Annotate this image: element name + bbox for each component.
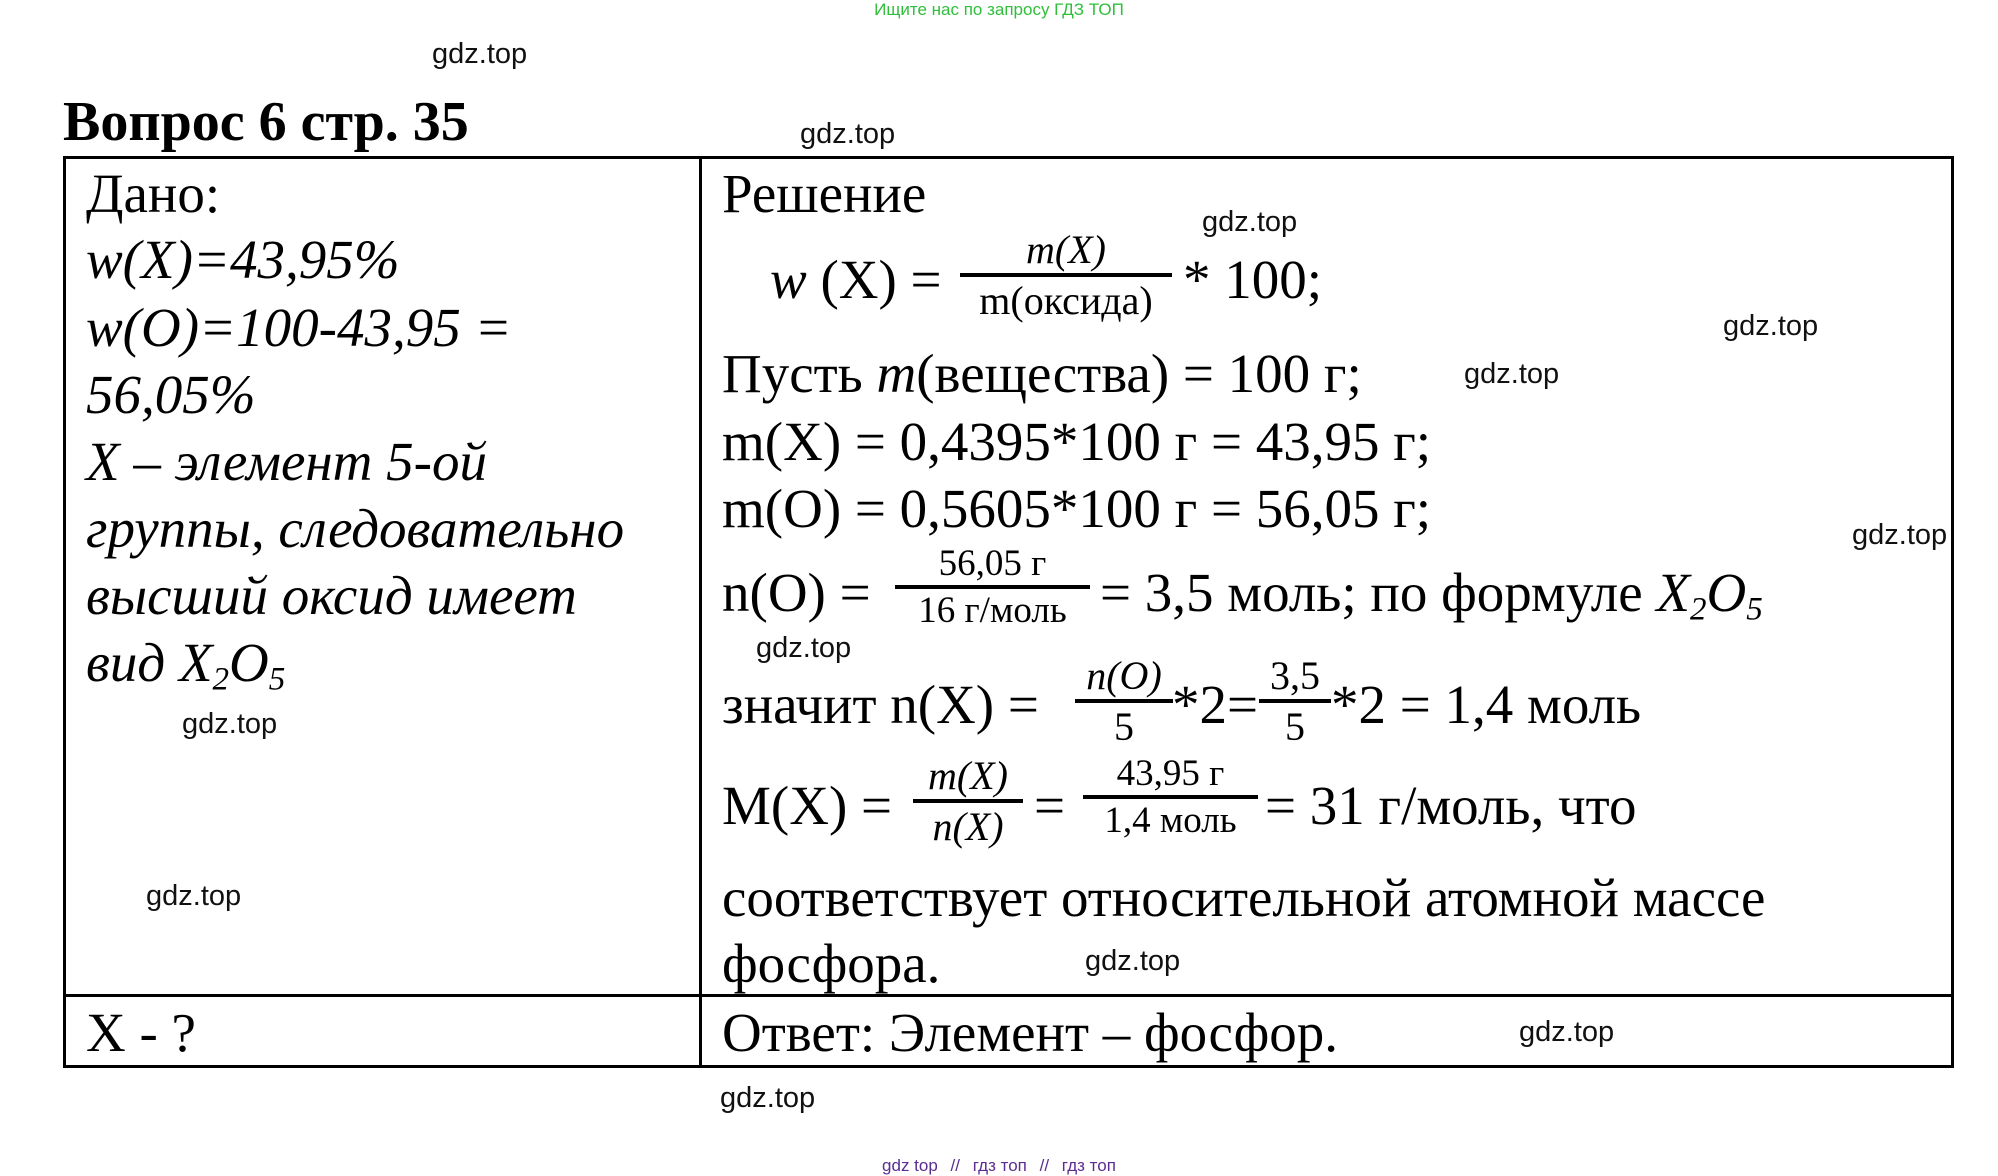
- given-element-group: X – элемент 5-ой: [86, 431, 487, 492]
- molar-mass-rhs: = 31 г/моль, что: [1265, 775, 1637, 836]
- molar-mass-lhs: M(X) =: [722, 775, 893, 836]
- given-oxide-formula: [86, 632, 286, 698]
- fraction-denominator: 1,4 моль: [1104, 800, 1237, 841]
- given-heading: Дано:: [86, 163, 221, 224]
- fraction-denominator: 16 г/моль: [918, 590, 1067, 631]
- footer-link[interactable]: гдз топ: [972, 1156, 1027, 1175]
- subscript: 2: [212, 661, 230, 698]
- table-top-border: [63, 156, 1954, 159]
- watermark: gdz.top: [1519, 1016, 1615, 1048]
- subscript: 2: [1690, 591, 1707, 628]
- watermark: gdz.top: [182, 708, 278, 740]
- table-column-divider: [699, 156, 702, 1068]
- watermark: gdz.top: [1202, 206, 1298, 238]
- given-oxide-prefix: вид X: [86, 632, 213, 693]
- watermark: gdz.top: [756, 632, 852, 664]
- answer-line: Ответ: Элемент – фосфор.: [722, 1002, 1338, 1063]
- given-mass-fraction-o-result: 56,05%: [86, 364, 256, 425]
- table-right-border: [1951, 156, 1954, 1068]
- subscript: 5: [268, 661, 286, 698]
- fraction-numerator: n(O): [1086, 653, 1162, 698]
- given-text-line: группы, следовательно: [86, 498, 625, 559]
- footer-link[interactable]: гдз топ: [1061, 1156, 1116, 1175]
- given-mass-fraction-o: w(O)=100-43,95 =: [86, 297, 512, 358]
- moles-o-fraction: [895, 542, 1090, 632]
- footer-separator: //: [1039, 1156, 1050, 1175]
- watermark: gdz.top: [1852, 519, 1948, 551]
- formula-mass-fraction-rhs: * 100;: [1183, 249, 1323, 310]
- conclusion-line: соответствует относительной атомной массе: [722, 867, 1766, 928]
- fraction-numerator: 43,95 г: [1116, 753, 1225, 794]
- element-symbol: X: [1656, 562, 1691, 623]
- moles-x-rhs: *2 = 1,4 моль: [1331, 674, 1642, 735]
- table-bottom-border: [63, 1065, 1954, 1068]
- watermark: gdz.top: [1464, 358, 1560, 390]
- molar-mass-equals: =: [1034, 775, 1066, 836]
- footer-link[interactable]: gdz top: [882, 1156, 938, 1175]
- moles-o-rhs: [1100, 562, 1763, 628]
- text: (вещества) = 100 г;: [916, 343, 1362, 404]
- assumption-line: [722, 343, 1362, 404]
- solution-heading: Решение: [722, 163, 927, 224]
- watermark: gdz.top: [1723, 310, 1819, 342]
- watermark: gdz.top: [146, 880, 242, 912]
- text: = 3,5 моль; по формуле: [1100, 562, 1657, 623]
- watermark: gdz.top: [1085, 945, 1181, 977]
- watermark: gdz.top: [432, 38, 528, 70]
- fraction-numerator: 56,05 г: [938, 543, 1047, 584]
- formula-mass-fraction-fraction: [960, 226, 1172, 324]
- fraction-denominator: m(оксида): [979, 278, 1153, 323]
- search-hint-banner: Ищите нас по запросу ГДЗ ТОП: [874, 0, 1124, 19]
- mass-x-line: m(X) = 0,4395*100 г = 43,95 г;: [722, 411, 1432, 472]
- moles-x-fraction-2: [1259, 652, 1331, 750]
- molar-mass-fraction-1: [913, 752, 1023, 850]
- oxygen-symbol: O: [229, 632, 269, 693]
- given-mass-fraction-x: w(X)=43,95%: [86, 229, 400, 290]
- subscript: 5: [1746, 591, 1763, 628]
- find-unknown: X - ?: [86, 1002, 196, 1063]
- mass-o-line: m(O) = 0,5605*100 г = 56,05 г;: [722, 478, 1432, 539]
- formula-mass-fraction-lhs: w (X) =: [770, 249, 942, 310]
- moles-x-middle: *2=: [1172, 674, 1259, 735]
- fraction-denominator: n(X): [932, 804, 1004, 849]
- fraction-numerator: m(X): [928, 753, 1008, 798]
- oxygen-symbol: O: [1706, 562, 1747, 623]
- table-row-divider: [63, 994, 1954, 997]
- text: Пусть: [722, 343, 877, 404]
- mass-symbol: m: [876, 343, 917, 404]
- fraction-numerator: m(X): [1026, 227, 1106, 272]
- footer-separator: //: [950, 1156, 960, 1175]
- fraction-numerator: 3,5: [1270, 653, 1320, 698]
- moles-x-lhs: значит n(X) =: [722, 674, 1039, 735]
- given-text-line: высший оксид имеет: [86, 565, 577, 626]
- watermark: gdz.top: [720, 1082, 816, 1114]
- moles-o-lhs: n(O) =: [722, 562, 871, 623]
- table-left-border: [63, 156, 66, 1068]
- conclusion-line: фосфора.: [722, 933, 941, 994]
- watermark: gdz.top: [800, 118, 896, 150]
- moles-x-fraction-1: [1075, 652, 1173, 750]
- fraction-denominator: 5: [1114, 704, 1134, 749]
- footer-links: [0, 1156, 1998, 1176]
- page-title: Вопрос 6 стр. 35: [63, 91, 469, 153]
- fraction-denominator: 5: [1285, 704, 1305, 749]
- molar-mass-fraction-2: [1083, 752, 1258, 842]
